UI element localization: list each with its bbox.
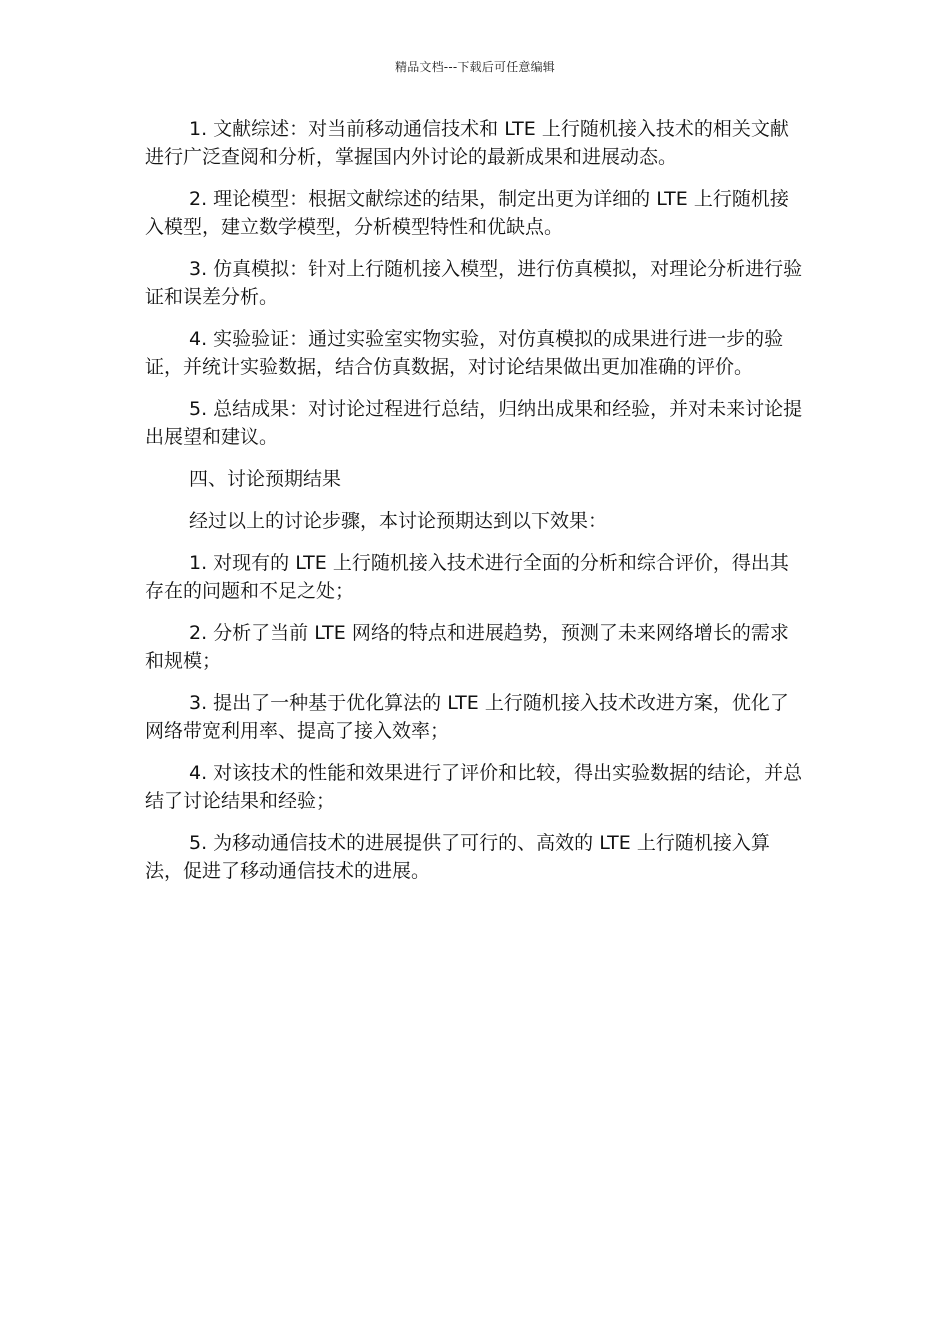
paragraph-method-experiment: 4. 实验验证：通过实验室实物实验，对仿真模拟的成果进行进一步的验证，并统计实验数据，结合仿真数据，对讨论结果做出更加准确的评价。: [145, 328, 784, 378]
paragraph-expected-2: 2. 分析了当前 LTE 网络的特点和进展趋势，预测了未来网络增长的需求和规模；: [145, 622, 789, 672]
paragraph-method-simulation: 3. 仿真模拟：针对上行随机接入模型，进行仿真模拟，对理论分析进行验证和误差分析。: [145, 258, 803, 308]
paragraph-expected-4: 4. 对该技术的性能和效果进行了评价和比较，得出实验数据的结论，并总结了讨论结果和经验；: [145, 762, 803, 812]
paragraph-expected-3: 3. 提出了一种基于优化算法的 LTE 上行随机接入技术改进方案，优化了网络带宽利用率、提高了接入效率；: [145, 692, 789, 742]
section-heading-expected-results: 四、讨论预期结果: [189, 468, 342, 490]
paragraph-expected-5: 5. 为移动通信技术的进展提供了可行的、高效的 LTE 上行随机接入算法，促进了移动通信技术的进展。: [145, 832, 770, 882]
paragraph-method-summary: 5. 总结成果：对讨论过程进行总结，归纳出成果和经验，并对未来讨论提出展望和建议。: [145, 398, 803, 448]
paragraph-expected-intro: 经过以上的讨论步骤，本讨论预期达到以下效果：: [189, 510, 608, 532]
paragraph-method-theory-model: 2. 理论模型：根据文献综述的结果，制定出更为详细的 LTE 上行随机接入模型，建立数学模型，分析模型特性和优缺点。: [145, 188, 789, 238]
paragraph-method-literature-review: 1. 文献综述：对当前移动通信技术和 LTE 上行随机接入技术的相关文献进行广泛查阅和分析，掌握国内外讨论的最新成果和进展动态。: [145, 118, 789, 168]
document-body: [145, 115, 807, 899]
page-header: 精品文档---下载后可任意编辑: [395, 60, 555, 74]
paragraph-expected-1: 1. 对现有的 LTE 上行随机接入技术进行全面的分析和综合评价，得出其存在的问题和不足之处；: [145, 552, 789, 602]
